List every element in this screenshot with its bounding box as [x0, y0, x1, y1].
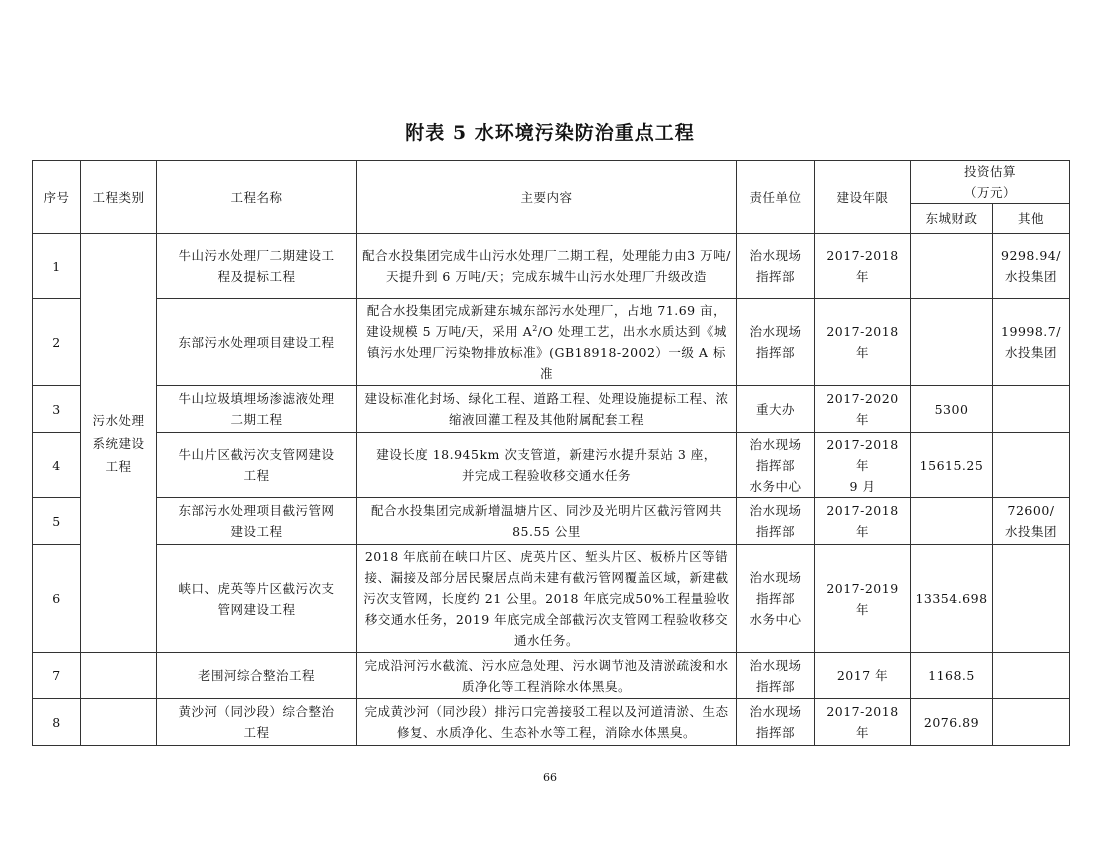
row-seq: 5	[33, 498, 81, 545]
row-period: 2017-2019 年	[815, 545, 911, 653]
category-cell-empty	[81, 653, 157, 699]
row-invest-other	[993, 386, 1070, 433]
page-title: 附表 5 水环境污染防治重点工程	[405, 122, 695, 144]
projects-table	[32, 160, 1070, 746]
header-seq: 序号	[33, 161, 81, 234]
row-content: 2018 年底前在峡口片区、虎英片区、堑头片区、板桥片区等错接、漏接及部分居民聚居点尚未建有截污管网覆盖区域，新建截污次支管网，长度约 21 公里。2018 年底完成50%工程量验收移交通水任务，2019 年底完成全部截污次支管网工程验收移交通水任务。	[357, 545, 737, 653]
table-row	[33, 498, 1070, 545]
row-period: 2017-2018 年	[815, 498, 911, 545]
row-content: 完成黄沙河（同沙段）排污口完善接驳工程以及河道清淤、生态修复、水质净化、生态补水等工程，消除水体黑臭。	[357, 699, 737, 746]
row-content: 建设长度 18.945km 次支管道，新建污水提升泵站 3 座， 并完成工程验收移交通水任务	[357, 433, 737, 498]
row-period: 2017-2018 年	[815, 699, 911, 746]
header-invest-other: 其他	[993, 204, 1070, 234]
row-period: 2017-2018 年	[815, 299, 911, 386]
row-invest-other	[993, 433, 1070, 498]
row-invest-dongcheng: 1168.5	[911, 653, 993, 699]
row-name: 峡口、虎英等片区截污次支 管网建设工程	[157, 545, 357, 653]
table-row	[33, 545, 1070, 653]
header-category: 工程类别	[81, 161, 157, 234]
row-invest-other	[993, 545, 1070, 653]
row-name: 东部污水处理项目截污管网 建设工程	[157, 498, 357, 545]
row-seq: 7	[33, 653, 81, 699]
row-period: 2017 年	[815, 653, 911, 699]
row-name: 东部污水处理项目建设工程	[157, 299, 357, 386]
row-content: 配合水投集团完成牛山污水处理厂二期工程，处理能力由3 万吨/天提升到 6 万吨/天；完成东城牛山污水处理厂升级改造	[357, 234, 737, 299]
header-content: 主要内容	[357, 161, 737, 234]
superscript-2: 2	[532, 323, 538, 333]
content-text-pre: 配合水投集团完成新建东城东部污水处理厂，占地 71.69 亩，建设规模 5 万吨/天，采用 A	[366, 303, 727, 339]
row-invest-other	[993, 699, 1070, 746]
row-seq: 1	[33, 234, 81, 299]
row-seq: 6	[33, 545, 81, 653]
table-row	[33, 433, 1070, 498]
header-invest-dongcheng: 东城财政	[911, 204, 993, 234]
row-seq: 4	[33, 433, 81, 498]
category-cell-empty	[81, 699, 157, 746]
row-unit: 治水现场 指挥部	[737, 653, 815, 699]
content-text-post: /O 处理工艺，出水水质达到《城镇污水处理厂污染物排放标准》(GB18918-2002）一级 A 标准	[367, 324, 727, 381]
row-invest-other: 72600/ 水投集团	[993, 498, 1070, 545]
row-invest-other: 9298.94/ 水投集团	[993, 234, 1070, 299]
table-row	[33, 653, 1070, 699]
row-content: 完成沿河污水截流、污水应急处理、污水调节池及清淤疏浚和水质净化等工程消除水体黑臭。	[357, 653, 737, 699]
row-unit: 治水现场 指挥部	[737, 699, 815, 746]
row-invest-dongcheng	[911, 498, 993, 545]
row-name: 老围河综合整治工程	[157, 653, 357, 699]
header-name: 工程名称	[157, 161, 357, 234]
row-invest-other	[993, 653, 1070, 699]
row-period: 2017-2020 年	[815, 386, 911, 433]
row-name: 牛山垃圾填埋场渗滤液处理 二期工程	[157, 386, 357, 433]
row-unit: 治水现场 指挥部 水务中心	[737, 545, 815, 653]
table-row	[33, 699, 1070, 746]
page-number: 66	[543, 771, 557, 784]
row-invest-dongcheng	[911, 299, 993, 386]
header-period: 建设年限	[815, 161, 911, 234]
row-unit: 治水现场 指挥部	[737, 234, 815, 299]
row-content: 配合水投集团完成新增温塘片区、同沙及光明片区截污管网共 85.55 公里	[357, 498, 737, 545]
row-unit: 重大办	[737, 386, 815, 433]
row-seq: 3	[33, 386, 81, 433]
row-period: 2017-2018 年	[815, 234, 911, 299]
row-period: 2017-2018 年 9 月	[815, 433, 911, 498]
row-invest-dongcheng: 13354.698	[911, 545, 993, 653]
row-seq: 2	[33, 299, 81, 386]
row-invest-dongcheng: 5300	[911, 386, 993, 433]
row-content: 建设标准化封场、绿化工程、道路工程、处理设施提标工程、浓缩液回灌工程及其他附属配套工程	[357, 386, 737, 433]
table-row	[33, 386, 1070, 433]
row-name: 黄沙河（同沙段）综合整治 工程	[157, 699, 357, 746]
row-invest-other: 19998.7/ 水投集团	[993, 299, 1070, 386]
table-row	[33, 234, 1070, 299]
category-cell: 污水处理 系统建设 工程	[81, 234, 157, 653]
row-invest-dongcheng: 15615.25	[911, 433, 993, 498]
row-unit: 治水现场 指挥部	[737, 498, 815, 545]
row-invest-dongcheng	[911, 234, 993, 299]
row-unit: 治水现场 指挥部	[737, 299, 815, 386]
header-unit: 责任单位	[737, 161, 815, 234]
row-unit: 治水现场 指挥部 水务中心	[737, 433, 815, 498]
header-investment: 投资估算 （万元）	[911, 161, 1070, 204]
row-seq: 8	[33, 699, 81, 746]
row-content	[357, 299, 737, 386]
row-name: 牛山污水处理厂二期建设工 程及提标工程	[157, 234, 357, 299]
row-invest-dongcheng: 2076.89	[911, 699, 993, 746]
table-row	[33, 299, 1070, 386]
row-name: 牛山片区截污次支管网建设 工程	[157, 433, 357, 498]
